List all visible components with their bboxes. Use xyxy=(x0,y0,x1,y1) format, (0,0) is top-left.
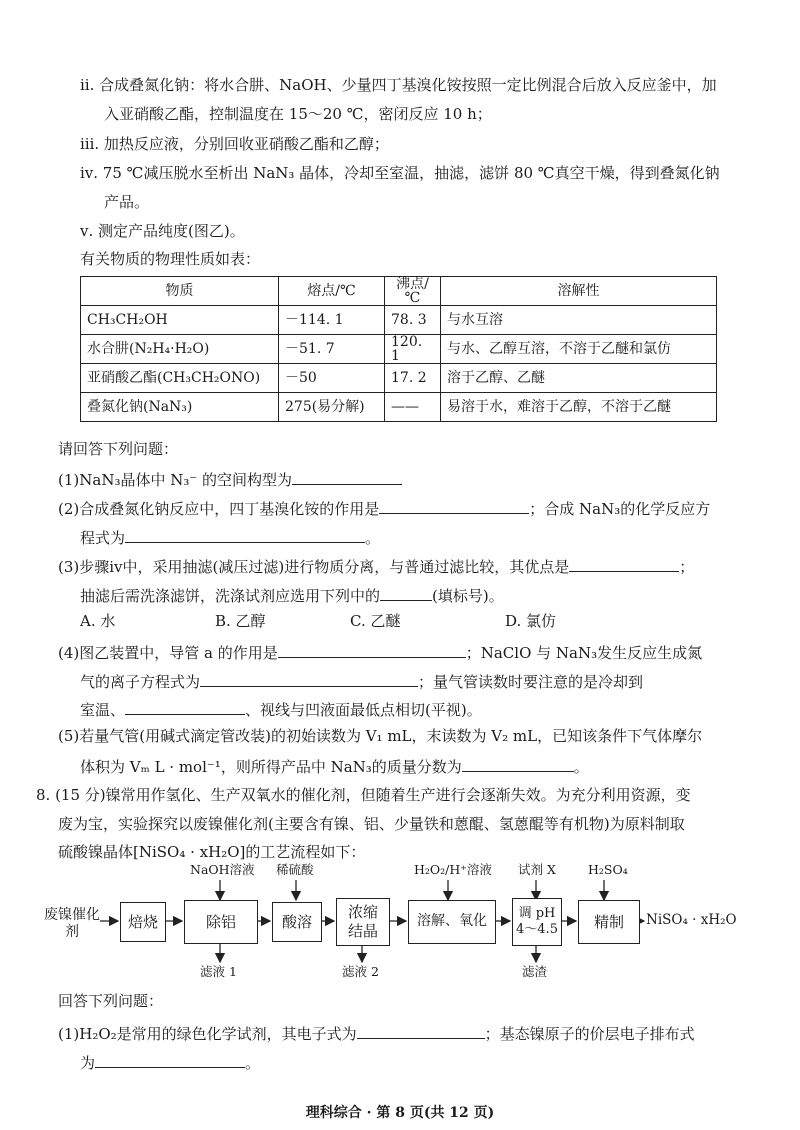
table-cell: CH₃CH₂OH xyxy=(81,306,279,335)
reagent-naoh-label: NaOH溶液 xyxy=(190,862,255,877)
flow-step-acid-dissolve: 酸溶 xyxy=(272,902,322,942)
output-residue-label: 滤渣 xyxy=(522,964,548,979)
questions-intro: 请回答下列问题： xyxy=(58,440,179,458)
table-cell: 120. 1 xyxy=(385,335,441,364)
table-row xyxy=(81,335,717,364)
question-4-text: 室温、 xyxy=(80,701,126,719)
reagent-acid-label: 稀硫酸 xyxy=(276,862,314,877)
answer-blank[interactable] xyxy=(125,700,245,715)
option-a[interactable]: A. 水 xyxy=(80,612,116,630)
table-cell: 275(易分解) xyxy=(279,393,385,422)
question-3-text: (3)步骤ⅳ中，采用抽滤(减压过滤)进行物质分离，与普通过滤比较，其优点是 xyxy=(58,558,570,576)
answer-q1-text: ；基态镍原子的价层电子排布式 xyxy=(484,1025,695,1043)
answer-blank[interactable] xyxy=(462,757,574,772)
properties-table xyxy=(80,276,717,422)
answer-q1-text: 为 xyxy=(80,1054,96,1072)
answer-blank[interactable] xyxy=(380,586,432,601)
step-ii-line2: 入亚硝酸乙酯，控制温度在 15～20 ℃，密闭反应 10 h； xyxy=(104,105,492,123)
flow-step-adjust-ph-label: 调 pH 4～4.5 xyxy=(516,905,558,937)
answer-blank[interactable] xyxy=(569,557,679,572)
flow-product-label: NiSO₄ · xH₂O xyxy=(646,912,737,928)
answer-blank[interactable] xyxy=(379,499,529,514)
option-b[interactable]: B. 乙醇 xyxy=(215,612,266,630)
question-4-text: ；量气管读数时要注意的是冷却到 xyxy=(418,673,644,691)
q8-line2: 废为宝，实验探究以废镍催化剂(主要含有镍、铝、少量铁和蒽醌、氢蒽醌等有机物)为原料制取 xyxy=(58,815,685,833)
table-cell: 亚硝酸乙酯(CH₃CH₂ONO) xyxy=(81,364,279,393)
flow-step-concentrate-label: 浓缩结晶 xyxy=(347,903,378,940)
question-5-text: 体积为 Vₘ L · mol⁻¹，则所得产品中 NaN₃的质量分数为 xyxy=(80,758,462,776)
question-4-text: (4)图乙装置中，导管 a 的作用是 xyxy=(58,644,278,662)
question-3-line2 xyxy=(80,586,504,604)
question-3-text: (填标号)。 xyxy=(432,587,504,605)
table-row xyxy=(81,393,717,422)
answer-blank[interactable] xyxy=(357,1024,485,1039)
table-header-row xyxy=(81,277,717,306)
table-row xyxy=(81,306,717,335)
step-iii: ⅲ. 加热反应液，分别回收亚硝酸乙酯和乙醇； xyxy=(80,135,389,153)
table-cell: －50 xyxy=(279,364,385,393)
answer-blank[interactable] xyxy=(125,528,365,543)
question-3-line1 xyxy=(58,557,694,575)
answer-q1-text: (1)H₂O₂是常用的绿色化学试剂，其电子式为 xyxy=(58,1025,357,1043)
table-cell: —— xyxy=(385,393,441,422)
table-header: 沸点/℃ xyxy=(385,277,441,306)
output-filtrate2-label: 滤液 2 xyxy=(342,964,379,979)
flow-step-adjust-ph xyxy=(512,898,562,946)
table-header: 物质 xyxy=(81,277,279,306)
option-d[interactable]: D. 氯仿 xyxy=(505,612,557,630)
table-cell: 与水互溶 xyxy=(441,306,717,335)
flow-step-refine: 精制 xyxy=(578,900,640,944)
table-header: 溶解性 xyxy=(441,277,717,306)
question-1-text: (1)NaN₃晶体中 N₃⁻ 的空间构型为 xyxy=(58,471,293,489)
flow-start-label: 废镍催化剂 xyxy=(44,907,100,940)
reagent-x-label: 试剂 X xyxy=(518,862,556,877)
table-cell: 与水、乙醇互溶，不溶于乙醚和氯仿 xyxy=(441,335,717,364)
question-2-text: 。 xyxy=(365,529,381,547)
table-cell: 溶于乙醇、乙醚 xyxy=(441,364,717,393)
question-2-line1 xyxy=(58,499,710,517)
page-footer: 理科综合 · 第 8 页(共 12 页) xyxy=(305,1105,495,1121)
table-cell: 17. 2 xyxy=(385,364,441,393)
question-3-options xyxy=(80,614,556,629)
step-iv-line2: 产品。 xyxy=(104,193,150,211)
table-header: 熔点/℃ xyxy=(279,277,385,306)
question-5-text: 。 xyxy=(573,758,589,776)
table-cell: 易溶于水，难溶于乙醇，不溶于乙醚 xyxy=(441,393,717,422)
table-cell: －114. 1 xyxy=(279,306,385,335)
table-cell: 78. 3 xyxy=(385,306,441,335)
table-intro: 有关物质的物理性质如表： xyxy=(80,250,261,268)
question-2-line2 xyxy=(80,528,380,546)
q8-line1: 8. (15 分)镍常用作氢化、生产双氧水的催化剂，但随着生产进行会逐渐失效。为充分利用资源，变 xyxy=(36,786,691,804)
flow-step-roast: 焙烧 xyxy=(120,902,166,942)
question-2-text: ；合成 NaN₃的化学反应方 xyxy=(529,500,711,518)
question-3-text: ； xyxy=(679,558,695,576)
table-cell: 水合肼(N₂H₄·H₂O) xyxy=(81,335,279,364)
question-2-text: 程式为 xyxy=(80,529,126,547)
question-5-line2 xyxy=(80,757,589,775)
flow-step-concentrate xyxy=(336,898,390,946)
answer-intro: 回答下列问题： xyxy=(58,992,164,1010)
table-cell: 叠氮化钠(NaN₃) xyxy=(81,393,279,422)
table-cell: －51. 7 xyxy=(279,335,385,364)
answer-q1-line1 xyxy=(58,1024,695,1042)
step-v: ⅴ. 测定产品纯度(图乙)。 xyxy=(80,222,245,240)
question-4-text: 、视线与凹液面最低点相切(平视)。 xyxy=(245,701,482,719)
answer-blank[interactable] xyxy=(200,672,418,687)
option-c[interactable]: C. 乙醚 xyxy=(350,612,401,630)
answer-blank[interactable] xyxy=(95,1053,245,1068)
question-1 xyxy=(58,470,402,488)
question-4-line2 xyxy=(80,672,643,690)
output-filtrate1-label: 滤液 1 xyxy=(200,964,237,979)
question-2-text: (2)合成叠氮化钠反应中，四丁基溴化铵的作用是 xyxy=(58,500,380,518)
answer-blank[interactable] xyxy=(292,470,402,485)
q8-line3: 硫酸镍晶体[NiSO₄ · xH₂O]的工艺流程如下： xyxy=(58,843,366,861)
reagent-h2so4-label: H₂SO₄ xyxy=(588,862,628,877)
answer-q1-line2 xyxy=(80,1053,260,1071)
answer-q1-text: 。 xyxy=(245,1054,261,1072)
reagent-h2o2-label: H₂O₂/H⁺溶液 xyxy=(414,862,492,877)
question-4-text: ；NaClO 与 NaN₃发生反应生成氮 xyxy=(465,644,703,662)
step-iv-line1: ⅳ. 75 ℃减压脱水至析出 NaN₃ 晶体，冷却至室温，抽滤，滤饼 80 ℃真空干燥，得到叠氮化钠 xyxy=(80,164,720,182)
answer-blank[interactable] xyxy=(278,643,466,658)
step-ii-line1: ⅱ. 合成叠氮化钠：将水合肼、NaOH、少量四丁基溴化铵按照一定比例混合后放入反应釜中，加 xyxy=(80,76,717,94)
question-4-text: 气的离子方程式为 xyxy=(80,673,201,691)
question-4-line3 xyxy=(80,700,482,718)
flow-step-remove-al: 除铝 xyxy=(184,900,258,944)
flow-step-dissolve-oxidize: 溶解、氧化 xyxy=(408,900,496,944)
question-4-line1 xyxy=(58,643,702,661)
table-row xyxy=(81,364,717,393)
question-5-line1: (5)若量气管(用碱式滴定管改装)的初始读数为 V₁ mL，末读数为 V₂ mL，已知该条件下气体摩尔 xyxy=(58,727,703,745)
question-3-text: 抽滤后需洗涤滤饼，洗涤试剂应选用下列中的 xyxy=(80,587,381,605)
